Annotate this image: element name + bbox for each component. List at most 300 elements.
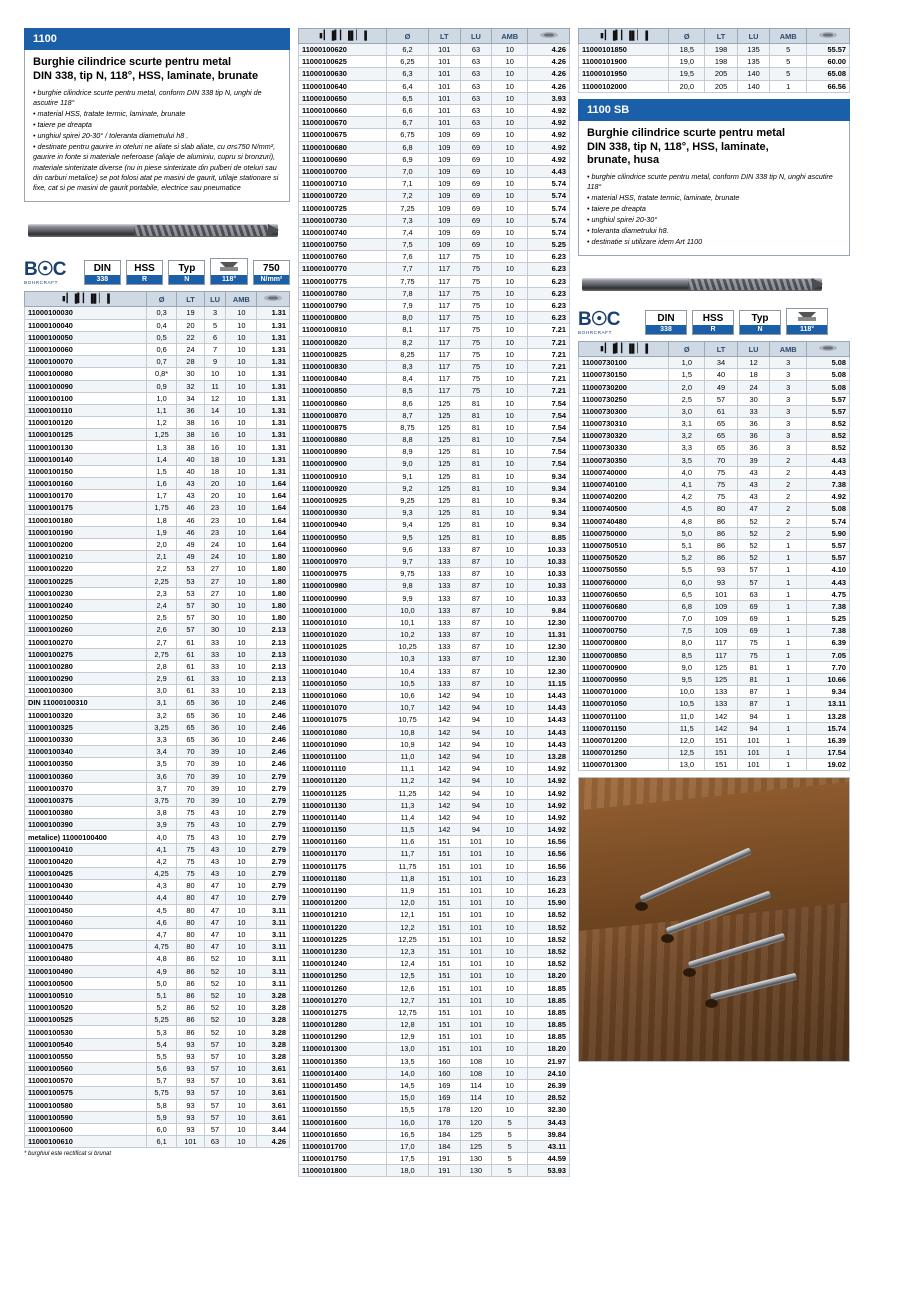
table-row[interactable] bbox=[579, 698, 850, 710]
table-row[interactable] bbox=[25, 502, 290, 514]
table-row[interactable] bbox=[299, 994, 570, 1006]
col-lu: LU bbox=[737, 342, 770, 357]
table-row[interactable] bbox=[299, 287, 570, 299]
table-row[interactable] bbox=[25, 1063, 290, 1075]
table-row[interactable] bbox=[579, 722, 850, 734]
table-row[interactable] bbox=[579, 418, 850, 430]
table-row[interactable] bbox=[579, 369, 850, 381]
cell-value: 80 bbox=[177, 916, 204, 928]
table-row[interactable] bbox=[25, 1026, 290, 1038]
cell-value: 63 bbox=[460, 117, 492, 129]
table-row[interactable] bbox=[299, 787, 570, 799]
col-barcode: ▮▎▐▍▎▐▌▏▐ bbox=[579, 342, 669, 357]
cell-value: 69 bbox=[460, 153, 492, 165]
table-row[interactable] bbox=[579, 686, 850, 698]
table-row[interactable] bbox=[299, 202, 570, 214]
table-row[interactable] bbox=[299, 1043, 570, 1055]
table-row[interactable] bbox=[299, 689, 570, 701]
cell-article: 11000100225 bbox=[25, 575, 147, 587]
table-row[interactable] bbox=[299, 1055, 570, 1067]
table-row[interactable] bbox=[579, 405, 850, 417]
table-row[interactable] bbox=[299, 702, 570, 714]
cell-value: 6,0 bbox=[669, 576, 705, 588]
table-row[interactable] bbox=[579, 44, 850, 56]
table-row[interactable] bbox=[299, 44, 570, 56]
cell-price: 6.39 bbox=[807, 637, 850, 649]
table-row[interactable] bbox=[299, 239, 570, 251]
table-row[interactable] bbox=[299, 750, 570, 762]
cell-value: 1 bbox=[770, 734, 807, 746]
table-row[interactable] bbox=[299, 933, 570, 945]
table-row[interactable] bbox=[299, 897, 570, 909]
table-row[interactable] bbox=[299, 1153, 570, 1165]
table-row[interactable] bbox=[25, 429, 290, 441]
table-row[interactable] bbox=[299, 1116, 570, 1128]
table-row[interactable] bbox=[299, 482, 570, 494]
table-row[interactable] bbox=[25, 624, 290, 636]
table-row[interactable] bbox=[579, 552, 850, 564]
cell-article: 11000100930 bbox=[299, 507, 387, 519]
table-row[interactable] bbox=[299, 92, 570, 104]
table-row[interactable] bbox=[579, 491, 850, 503]
table-row[interactable] bbox=[299, 811, 570, 823]
table-body-right-top bbox=[579, 44, 850, 93]
cell-value: 81 bbox=[460, 446, 492, 458]
cell-price: 1.31 bbox=[257, 417, 290, 429]
table-row[interactable] bbox=[299, 860, 570, 872]
table-row[interactable] bbox=[579, 442, 850, 454]
table-row[interactable] bbox=[25, 782, 290, 794]
cell-value: 22 bbox=[177, 331, 204, 343]
table-row[interactable] bbox=[579, 710, 850, 722]
table-row[interactable] bbox=[299, 1092, 570, 1104]
table-row[interactable] bbox=[299, 921, 570, 933]
table-row[interactable] bbox=[579, 454, 850, 466]
table-row[interactable] bbox=[25, 904, 290, 916]
table-row[interactable] bbox=[25, 880, 290, 892]
table-row[interactable] bbox=[25, 819, 290, 831]
table-row[interactable] bbox=[579, 759, 850, 771]
table-row[interactable] bbox=[25, 404, 290, 416]
table-row[interactable] bbox=[579, 564, 850, 576]
table-row[interactable] bbox=[299, 385, 570, 397]
table-row[interactable] bbox=[299, 884, 570, 896]
table-row[interactable] bbox=[299, 592, 570, 604]
cell-value: 7,8 bbox=[387, 287, 429, 299]
cell-value: 43 bbox=[204, 843, 226, 855]
table-row[interactable] bbox=[25, 1075, 290, 1087]
cell-value: 1,0 bbox=[669, 357, 705, 369]
cell-price: 17.54 bbox=[807, 747, 850, 759]
cell-value: 81 bbox=[460, 409, 492, 421]
table-row[interactable] bbox=[25, 441, 290, 453]
table-row[interactable] bbox=[579, 466, 850, 478]
table-row[interactable] bbox=[25, 770, 290, 782]
table-row[interactable] bbox=[25, 636, 290, 648]
table-row[interactable] bbox=[25, 989, 290, 1001]
cell-value: 10 bbox=[492, 129, 528, 141]
cell-value: 39 bbox=[204, 782, 226, 794]
cell-article: 11000100330 bbox=[25, 733, 147, 745]
table-row[interactable] bbox=[299, 580, 570, 592]
table-row[interactable] bbox=[579, 637, 850, 649]
table-row[interactable] bbox=[25, 368, 290, 380]
table-row[interactable] bbox=[579, 539, 850, 551]
table-row[interactable] bbox=[299, 56, 570, 68]
cell-price: 4.92 bbox=[528, 104, 570, 116]
table-row[interactable] bbox=[25, 343, 290, 355]
table-row[interactable] bbox=[579, 503, 850, 515]
cell-value: 57 bbox=[737, 564, 770, 576]
cell-price: 55.57 bbox=[807, 44, 850, 56]
table-row[interactable] bbox=[25, 928, 290, 940]
table-row[interactable] bbox=[299, 214, 570, 226]
table-row[interactable] bbox=[25, 331, 290, 343]
table-row[interactable] bbox=[25, 575, 290, 587]
table-row[interactable] bbox=[299, 299, 570, 311]
table-row[interactable] bbox=[25, 319, 290, 331]
table-row[interactable] bbox=[579, 357, 850, 369]
table-row[interactable] bbox=[299, 726, 570, 738]
table-row[interactable] bbox=[25, 758, 290, 770]
cell-value: 151 bbox=[428, 1043, 460, 1055]
cell-article: 11000100275 bbox=[25, 648, 147, 660]
table-row[interactable] bbox=[579, 600, 850, 612]
table-row[interactable] bbox=[25, 417, 290, 429]
table-row[interactable] bbox=[25, 648, 290, 660]
cell-value: 101 bbox=[460, 1043, 492, 1055]
table-row[interactable] bbox=[299, 312, 570, 324]
table-row[interactable] bbox=[25, 1123, 290, 1135]
col-diameter: Ø bbox=[669, 342, 705, 357]
cell-article: 11000100670 bbox=[299, 117, 387, 129]
table-row[interactable] bbox=[579, 661, 850, 673]
table-row[interactable] bbox=[299, 641, 570, 653]
cell-value: 151 bbox=[428, 848, 460, 860]
cell-article: 11000100430 bbox=[25, 880, 147, 892]
table-row[interactable] bbox=[25, 697, 290, 709]
table-row[interactable] bbox=[25, 1038, 290, 1050]
table-row[interactable] bbox=[299, 1140, 570, 1152]
table-row[interactable] bbox=[299, 470, 570, 482]
table-row[interactable] bbox=[299, 970, 570, 982]
table-row[interactable] bbox=[25, 356, 290, 368]
cell-value: 1,6 bbox=[146, 478, 176, 490]
cell-value: 10 bbox=[492, 921, 528, 933]
cell-value: 3,75 bbox=[146, 794, 176, 806]
table-row[interactable] bbox=[579, 381, 850, 393]
cell-value: 9,1 bbox=[387, 470, 429, 482]
table-row[interactable] bbox=[299, 872, 570, 884]
table-row[interactable] bbox=[299, 799, 570, 811]
table-row[interactable] bbox=[25, 478, 290, 490]
table-row[interactable] bbox=[25, 868, 290, 880]
cell-value: 2 bbox=[770, 515, 807, 527]
table-row[interactable] bbox=[299, 421, 570, 433]
table-row[interactable] bbox=[299, 945, 570, 957]
cell-value: 101 bbox=[737, 747, 770, 759]
table-row[interactable] bbox=[299, 1128, 570, 1140]
table-row[interactable] bbox=[25, 794, 290, 806]
table-row[interactable] bbox=[299, 1079, 570, 1091]
cell-value: 1,8 bbox=[146, 514, 176, 526]
cell-value: 9,5 bbox=[387, 531, 429, 543]
table-row[interactable] bbox=[579, 673, 850, 685]
table-row[interactable] bbox=[25, 307, 290, 319]
table-row[interactable] bbox=[25, 392, 290, 404]
table-row[interactable] bbox=[299, 190, 570, 202]
table-row[interactable] bbox=[579, 68, 850, 80]
table-row[interactable] bbox=[299, 446, 570, 458]
table-row[interactable] bbox=[299, 1019, 570, 1031]
table-row[interactable] bbox=[299, 763, 570, 775]
table-row[interactable] bbox=[299, 1104, 570, 1116]
cell-value: 151 bbox=[428, 921, 460, 933]
table-row[interactable] bbox=[299, 129, 570, 141]
cell-value: 7,4 bbox=[387, 226, 429, 238]
table-row[interactable] bbox=[25, 1014, 290, 1026]
table-row[interactable] bbox=[299, 568, 570, 580]
cell-price: 7.21 bbox=[528, 373, 570, 385]
cell-value: 10 bbox=[492, 726, 528, 738]
table-row[interactable] bbox=[25, 538, 290, 550]
table-row[interactable] bbox=[299, 738, 570, 750]
cell-value: 10 bbox=[226, 941, 257, 953]
table-row[interactable] bbox=[25, 965, 290, 977]
table-row[interactable] bbox=[25, 526, 290, 538]
table-row[interactable] bbox=[25, 1050, 290, 1062]
table-row[interactable] bbox=[25, 977, 290, 989]
table-row[interactable] bbox=[299, 141, 570, 153]
cell-article: 11000750550 bbox=[579, 564, 669, 576]
table-row[interactable] bbox=[579, 734, 850, 746]
table-row[interactable] bbox=[25, 490, 290, 502]
table-row[interactable] bbox=[299, 458, 570, 470]
table-row[interactable] bbox=[579, 747, 850, 759]
table-row[interactable] bbox=[299, 360, 570, 372]
cell-value: 10 bbox=[492, 470, 528, 482]
table-row[interactable] bbox=[299, 653, 570, 665]
cell-price: 7.21 bbox=[528, 360, 570, 372]
table-row[interactable] bbox=[299, 434, 570, 446]
table-row[interactable] bbox=[299, 677, 570, 689]
table-row[interactable] bbox=[579, 515, 850, 527]
table-row[interactable] bbox=[299, 665, 570, 677]
cell-value: 133 bbox=[428, 629, 460, 641]
table-row[interactable] bbox=[299, 1031, 570, 1043]
cell-price: 2.13 bbox=[257, 673, 290, 685]
table-row[interactable] bbox=[299, 397, 570, 409]
cell-value: 10 bbox=[226, 697, 257, 709]
cell-value: 36 bbox=[737, 442, 770, 454]
table-row[interactable] bbox=[25, 551, 290, 563]
table-row[interactable] bbox=[299, 1006, 570, 1018]
cell-price: 4.43 bbox=[807, 576, 850, 588]
table-row[interactable] bbox=[299, 226, 570, 238]
table-row[interactable] bbox=[25, 673, 290, 685]
cell-value: 16 bbox=[204, 417, 226, 429]
table-row[interactable] bbox=[25, 843, 290, 855]
table-row[interactable] bbox=[579, 613, 850, 625]
table-row[interactable] bbox=[299, 348, 570, 360]
cell-value: 133 bbox=[428, 653, 460, 665]
table-row[interactable] bbox=[25, 746, 290, 758]
product-bullets-1100: • burghie cilindrice scurte pentru metal, conform DIN 338 tip N, unghi de ascutire 118° • material HSS, tratate termic, laminate, brunate • taiere pe dreapta • unghiul spirei 20-30° / toleranta diametrului h8 . • destinate pentru gaurire in oteluri ne aliate si slab aliate, cu σr≤750 N/mm², gaurire in fonte si materiale neferoase (aliaje de aluminiu, cupru si bronzuri), materiale sinterizate diverse (nu in piese sinterizate din pulberi de oteluri sau din carburi metalice) se pot folosi atat pe masini de gaurit, utilaje stationare si fixe, cat si pe masini de gaurit portabile, electrice sau pneumatice bbox=[33, 87, 279, 193]
cell-value: 11,2 bbox=[387, 775, 429, 787]
table-row[interactable] bbox=[579, 393, 850, 405]
table-row[interactable] bbox=[299, 543, 570, 555]
table-row[interactable] bbox=[25, 709, 290, 721]
table-row[interactable] bbox=[299, 555, 570, 567]
cell-value: 5 bbox=[492, 1128, 528, 1140]
cell-value: 10 bbox=[226, 307, 257, 319]
table-row[interactable] bbox=[299, 336, 570, 348]
cell-value: 114 bbox=[460, 1079, 492, 1091]
cell-value: 46 bbox=[177, 514, 204, 526]
table-row[interactable] bbox=[579, 527, 850, 539]
table-row[interactable] bbox=[299, 982, 570, 994]
table-row[interactable] bbox=[25, 1136, 290, 1148]
table-row[interactable] bbox=[25, 453, 290, 465]
table-row[interactable] bbox=[299, 263, 570, 275]
table-row[interactable] bbox=[299, 775, 570, 787]
table-row[interactable] bbox=[299, 848, 570, 860]
cell-value: 151 bbox=[428, 933, 460, 945]
table-row[interactable] bbox=[299, 178, 570, 190]
table-row[interactable] bbox=[25, 916, 290, 928]
cell-price: 4.92 bbox=[528, 117, 570, 129]
cell-value: 10 bbox=[226, 1136, 257, 1148]
table-row[interactable] bbox=[299, 604, 570, 616]
table-row[interactable] bbox=[25, 807, 290, 819]
table-row[interactable] bbox=[299, 68, 570, 80]
table-row[interactable] bbox=[299, 153, 570, 165]
cell-value: 3,8 bbox=[146, 807, 176, 819]
col-lt: LT bbox=[705, 342, 738, 357]
table-row[interactable] bbox=[299, 80, 570, 92]
cell-value: 8,1 bbox=[387, 324, 429, 336]
table-row[interactable] bbox=[299, 629, 570, 641]
cell-price: 6.23 bbox=[528, 251, 570, 263]
table-row[interactable] bbox=[25, 721, 290, 733]
table-row[interactable] bbox=[25, 465, 290, 477]
cell-value: 151 bbox=[428, 872, 460, 884]
cell-price: 1.31 bbox=[257, 368, 290, 380]
table-row[interactable] bbox=[25, 587, 290, 599]
table-row[interactable] bbox=[579, 588, 850, 600]
cell-article: 11000100870 bbox=[299, 409, 387, 421]
table-row[interactable] bbox=[25, 892, 290, 904]
cell-article: 11000730350 bbox=[579, 454, 669, 466]
table-row[interactable] bbox=[25, 599, 290, 611]
cell-value: 4,8 bbox=[669, 515, 705, 527]
cell-price: 14.92 bbox=[528, 799, 570, 811]
cell-value: 81 bbox=[460, 519, 492, 531]
table-row[interactable] bbox=[25, 660, 290, 672]
table-row[interactable] bbox=[299, 616, 570, 628]
drill-tip bbox=[812, 278, 823, 290]
table-row[interactable] bbox=[299, 251, 570, 263]
price-table-1100-part3 bbox=[578, 28, 850, 93]
cell-value: 94 bbox=[460, 811, 492, 823]
cell-value: 3,6 bbox=[146, 770, 176, 782]
table-row[interactable] bbox=[299, 824, 570, 836]
table-row[interactable] bbox=[579, 80, 850, 92]
table-row[interactable] bbox=[25, 563, 290, 575]
table-row[interactable] bbox=[299, 507, 570, 519]
table-row[interactable] bbox=[299, 104, 570, 116]
table-row[interactable] bbox=[299, 1067, 570, 1079]
table-row[interactable] bbox=[25, 855, 290, 867]
table-row[interactable] bbox=[25, 514, 290, 526]
cell-article: 11000101260 bbox=[299, 982, 387, 994]
table-row[interactable] bbox=[299, 165, 570, 177]
cell-value: 3,0 bbox=[669, 405, 705, 417]
table-row[interactable] bbox=[299, 958, 570, 970]
table-row[interactable] bbox=[579, 56, 850, 68]
cell-price: 12.30 bbox=[528, 665, 570, 677]
cell-price: 3.11 bbox=[257, 928, 290, 940]
table-row[interactable] bbox=[299, 409, 570, 421]
table-row[interactable] bbox=[25, 612, 290, 624]
table-row[interactable] bbox=[299, 909, 570, 921]
col-lt: LT bbox=[177, 292, 204, 307]
table-row[interactable] bbox=[579, 478, 850, 490]
table-row[interactable] bbox=[299, 373, 570, 385]
cell-price: 3.61 bbox=[257, 1099, 290, 1111]
table-row[interactable] bbox=[299, 519, 570, 531]
cell-value: 10 bbox=[226, 502, 257, 514]
page-title: Burghie cilindrice scurte pentru metal DIN 338, tip N, 118°, HSS, laminate, brunate bbox=[33, 56, 259, 82]
table-row[interactable] bbox=[25, 831, 290, 843]
cell-article: 11000100970 bbox=[299, 555, 387, 567]
table-row[interactable] bbox=[25, 733, 290, 745]
table-row[interactable] bbox=[299, 494, 570, 506]
table-row[interactable] bbox=[579, 625, 850, 637]
table-row[interactable] bbox=[25, 380, 290, 392]
table-row[interactable] bbox=[25, 1087, 290, 1099]
table-row[interactable] bbox=[579, 649, 850, 661]
table-row[interactable] bbox=[25, 1099, 290, 1111]
table-row[interactable] bbox=[299, 324, 570, 336]
cell-value: 205 bbox=[705, 68, 738, 80]
cell-value: 3 bbox=[770, 430, 807, 442]
table-row[interactable] bbox=[25, 685, 290, 697]
table-row[interactable] bbox=[25, 953, 290, 965]
cell-article: 11000100660 bbox=[299, 104, 387, 116]
cell-value: 9,4 bbox=[387, 519, 429, 531]
cell-price: 2.13 bbox=[257, 636, 290, 648]
cell-price: 44.59 bbox=[528, 1153, 570, 1165]
cell-price: 4.92 bbox=[528, 153, 570, 165]
table-row[interactable] bbox=[299, 714, 570, 726]
cell-price: 2.13 bbox=[257, 648, 290, 660]
cell-value: 15,5 bbox=[387, 1104, 429, 1116]
table-row[interactable] bbox=[579, 576, 850, 588]
table-row[interactable] bbox=[299, 117, 570, 129]
table-row[interactable] bbox=[579, 430, 850, 442]
cell-value: 1 bbox=[770, 539, 807, 551]
table-row[interactable] bbox=[299, 275, 570, 287]
table-row[interactable] bbox=[299, 1165, 570, 1177]
table-row[interactable] bbox=[25, 941, 290, 953]
cell-article: 11000100160 bbox=[25, 478, 147, 490]
table-row[interactable] bbox=[25, 1111, 290, 1123]
cell-value: 10,8 bbox=[387, 726, 429, 738]
table-row[interactable] bbox=[25, 1002, 290, 1014]
table-row[interactable] bbox=[299, 531, 570, 543]
table-row[interactable] bbox=[299, 836, 570, 848]
